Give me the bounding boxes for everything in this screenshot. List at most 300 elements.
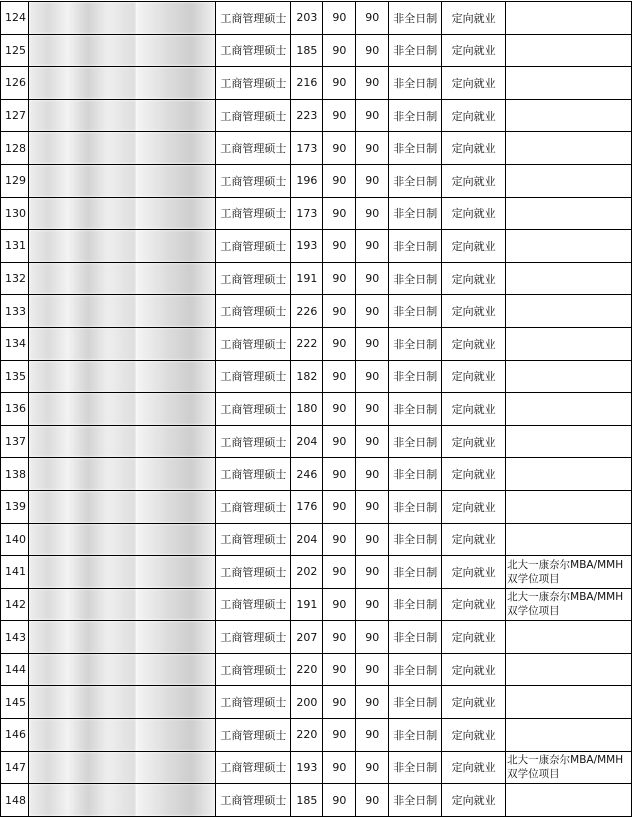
row-number-cell: 136: [1, 393, 29, 426]
redacted-block: [136, 230, 215, 262]
score-b-cell: 90: [356, 197, 389, 230]
redacted-name-cell: [136, 458, 216, 491]
study-mode-cell: 非全日制: [389, 588, 442, 621]
employment-type-cell: 定向就业: [442, 653, 506, 686]
major-cell: 工商管理硕士: [216, 556, 291, 589]
score-a-cell: 90: [323, 490, 356, 523]
note-cell: [506, 327, 632, 360]
note-cell: [506, 99, 632, 132]
redacted-name-cell: [136, 34, 216, 67]
redacted-block: [29, 784, 136, 816]
table-row: [1, 262, 632, 295]
redacted-name-cell: [136, 132, 216, 165]
redacted-name-cell: [136, 751, 216, 784]
score-b-cell: 90: [356, 751, 389, 784]
redacted-id-cell: [28, 2, 136, 35]
redacted-name-cell: [136, 425, 216, 458]
row-number-cell: 134: [1, 327, 29, 360]
study-mode-cell: 非全日制: [389, 490, 442, 523]
redacted-block: [29, 719, 136, 751]
study-mode-cell: 非全日制: [389, 686, 442, 719]
score-a-cell: 90: [323, 2, 356, 35]
table-row: [1, 34, 632, 67]
redacted-id-cell: [28, 425, 136, 458]
redacted-id-cell: [28, 653, 136, 686]
score-b-cell: 90: [356, 132, 389, 165]
score-a-cell: 90: [323, 99, 356, 132]
major-cell: 工商管理硕士: [216, 393, 291, 426]
row-number-cell: 142: [1, 588, 29, 621]
score-a-cell: 90: [323, 751, 356, 784]
total-score-cell: 220: [291, 653, 323, 686]
table-row: [1, 197, 632, 230]
study-mode-cell: 非全日制: [389, 556, 442, 589]
redacted-id-cell: [28, 784, 136, 817]
row-number-cell: 144: [1, 653, 29, 686]
total-score-cell: 193: [291, 751, 323, 784]
table-row: [1, 230, 632, 263]
score-b-cell: 90: [356, 784, 389, 817]
redacted-block: [29, 361, 136, 393]
study-mode-cell: 非全日制: [389, 327, 442, 360]
score-b-cell: 90: [356, 458, 389, 491]
study-mode-cell: 非全日制: [389, 2, 442, 35]
table-row: [1, 393, 632, 426]
row-number-cell: 133: [1, 295, 29, 328]
table-row: [1, 653, 632, 686]
redacted-name-cell: [136, 360, 216, 393]
major-cell: 工商管理硕士: [216, 686, 291, 719]
redacted-block: [136, 328, 215, 360]
redacted-name-cell: [136, 164, 216, 197]
redacted-block: [136, 654, 215, 686]
employment-type-cell: 定向就业: [442, 425, 506, 458]
score-b-cell: 90: [356, 164, 389, 197]
redacted-block: [29, 35, 136, 67]
table-row: [1, 132, 632, 165]
note-cell: [506, 197, 632, 230]
row-number-cell: 135: [1, 360, 29, 393]
table-row: [1, 686, 632, 719]
redacted-id-cell: [28, 719, 136, 752]
score-b-cell: 90: [356, 360, 389, 393]
score-b-cell: 90: [356, 621, 389, 654]
total-score-cell: 182: [291, 360, 323, 393]
total-score-cell: 202: [291, 556, 323, 589]
table-row: [1, 490, 632, 523]
major-cell: 工商管理硕士: [216, 653, 291, 686]
study-mode-cell: 非全日制: [389, 67, 442, 100]
note-cell: 北大一康奈尔MBA/MMH双学位项目: [506, 588, 632, 621]
study-mode-cell: 非全日制: [389, 653, 442, 686]
redacted-block: [136, 263, 215, 295]
study-mode-cell: 非全日制: [389, 621, 442, 654]
score-a-cell: 90: [323, 164, 356, 197]
redacted-id-cell: [28, 490, 136, 523]
note-cell: 北大一康奈尔MBA/MMH双学位项目: [506, 556, 632, 589]
total-score-cell: 220: [291, 719, 323, 752]
redacted-name-cell: [136, 719, 216, 752]
total-score-cell: 203: [291, 2, 323, 35]
score-a-cell: 90: [323, 458, 356, 491]
score-a-cell: 90: [323, 262, 356, 295]
note-cell: [506, 295, 632, 328]
total-score-cell: 246: [291, 458, 323, 491]
note-cell: [506, 490, 632, 523]
redacted-id-cell: [28, 34, 136, 67]
employment-type-cell: 定向就业: [442, 490, 506, 523]
major-cell: 工商管理硕士: [216, 425, 291, 458]
redacted-name-cell: [136, 393, 216, 426]
table-row: [1, 2, 632, 35]
redacted-block: [29, 295, 136, 327]
redacted-block: [136, 621, 215, 653]
table-row: [1, 621, 632, 654]
row-number-cell: 141: [1, 556, 29, 589]
total-score-cell: 226: [291, 295, 323, 328]
score-a-cell: 90: [323, 784, 356, 817]
redacted-block: [136, 458, 215, 490]
note-cell: [506, 393, 632, 426]
redacted-id-cell: [28, 751, 136, 784]
row-number-cell: 145: [1, 686, 29, 719]
study-mode-cell: 非全日制: [389, 262, 442, 295]
score-a-cell: 90: [323, 197, 356, 230]
total-score-cell: 204: [291, 425, 323, 458]
major-cell: 工商管理硕士: [216, 164, 291, 197]
score-a-cell: 90: [323, 425, 356, 458]
total-score-cell: 191: [291, 588, 323, 621]
redacted-id-cell: [28, 588, 136, 621]
redacted-block: [29, 2, 136, 34]
score-b-cell: 90: [356, 719, 389, 752]
study-mode-cell: 非全日制: [389, 751, 442, 784]
row-number-cell: 125: [1, 34, 29, 67]
note-cell: 北大一康奈尔MBA/MMH双学位项目: [506, 751, 632, 784]
row-number-cell: 143: [1, 621, 29, 654]
redacted-block: [136, 2, 215, 34]
major-cell: 工商管理硕士: [216, 458, 291, 491]
redacted-name-cell: [136, 490, 216, 523]
table-row: [1, 556, 632, 589]
row-number-cell: 126: [1, 67, 29, 100]
note-cell: [506, 67, 632, 100]
score-b-cell: 90: [356, 99, 389, 132]
major-cell: 工商管理硕士: [216, 99, 291, 132]
employment-type-cell: 定向就业: [442, 164, 506, 197]
redacted-name-cell: [136, 784, 216, 817]
study-mode-cell: 非全日制: [389, 295, 442, 328]
study-mode-cell: 非全日制: [389, 164, 442, 197]
redacted-block: [136, 132, 215, 164]
major-cell: 工商管理硕士: [216, 295, 291, 328]
score-b-cell: 90: [356, 34, 389, 67]
row-number-cell: 129: [1, 164, 29, 197]
score-a-cell: 90: [323, 588, 356, 621]
score-b-cell: 90: [356, 327, 389, 360]
row-number-cell: 127: [1, 99, 29, 132]
total-score-cell: 176: [291, 490, 323, 523]
score-a-cell: 90: [323, 360, 356, 393]
redacted-name-cell: [136, 2, 216, 35]
redacted-block: [29, 491, 136, 523]
employment-type-cell: 定向就业: [442, 621, 506, 654]
note-cell: [506, 458, 632, 491]
total-score-cell: 180: [291, 393, 323, 426]
major-cell: 工商管理硕士: [216, 360, 291, 393]
redacted-block: [136, 719, 215, 751]
redacted-block: [29, 100, 136, 132]
total-score-cell: 185: [291, 34, 323, 67]
redacted-block: [29, 589, 136, 621]
redacted-block: [136, 67, 215, 99]
redacted-id-cell: [28, 327, 136, 360]
redacted-block: [136, 426, 215, 458]
redacted-name-cell: [136, 556, 216, 589]
redacted-block: [29, 165, 136, 197]
score-b-cell: 90: [356, 686, 389, 719]
employment-type-cell: 定向就业: [442, 230, 506, 263]
employment-type-cell: 定向就业: [442, 784, 506, 817]
redacted-id-cell: [28, 164, 136, 197]
redacted-name-cell: [136, 197, 216, 230]
redacted-name-cell: [136, 67, 216, 100]
redacted-block: [136, 361, 215, 393]
note-cell: [506, 653, 632, 686]
table-row: [1, 523, 632, 556]
score-a-cell: 90: [323, 393, 356, 426]
redacted-block: [29, 230, 136, 262]
table-row: [1, 295, 632, 328]
employment-type-cell: 定向就业: [442, 393, 506, 426]
row-number-cell: 140: [1, 523, 29, 556]
major-cell: 工商管理硕士: [216, 34, 291, 67]
row-number-cell: 131: [1, 230, 29, 263]
redacted-block: [29, 198, 136, 230]
redacted-id-cell: [28, 197, 136, 230]
major-cell: 工商管理硕士: [216, 262, 291, 295]
row-number-cell: 146: [1, 719, 29, 752]
score-a-cell: 90: [323, 686, 356, 719]
table-row: [1, 327, 632, 360]
redacted-id-cell: [28, 686, 136, 719]
redacted-id-cell: [28, 393, 136, 426]
employment-type-cell: 定向就业: [442, 197, 506, 230]
total-score-cell: 223: [291, 99, 323, 132]
note-cell: [506, 2, 632, 35]
redacted-id-cell: [28, 621, 136, 654]
redacted-block: [29, 458, 136, 490]
redacted-block: [29, 328, 136, 360]
study-mode-cell: 非全日制: [389, 425, 442, 458]
table-row: [1, 67, 632, 100]
redacted-block: [29, 686, 136, 718]
redacted-block: [136, 295, 215, 327]
row-number-cell: 128: [1, 132, 29, 165]
redacted-id-cell: [28, 230, 136, 263]
score-a-cell: 90: [323, 132, 356, 165]
redacted-block: [29, 263, 136, 295]
redacted-block: [136, 556, 215, 588]
redacted-block: [29, 654, 136, 686]
redacted-id-cell: [28, 262, 136, 295]
score-a-cell: 90: [323, 295, 356, 328]
table-body: [1, 2, 632, 817]
admission-list-table: [0, 1, 632, 817]
total-score-cell: 173: [291, 197, 323, 230]
note-cell: [506, 719, 632, 752]
row-number-cell: 139: [1, 490, 29, 523]
redacted-name-cell: [136, 653, 216, 686]
redacted-block: [136, 393, 215, 425]
redacted-name-cell: [136, 686, 216, 719]
row-number-cell: 130: [1, 197, 29, 230]
total-score-cell: 173: [291, 132, 323, 165]
major-cell: 工商管理硕士: [216, 523, 291, 556]
note-cell: [506, 164, 632, 197]
major-cell: 工商管理硕士: [216, 490, 291, 523]
score-a-cell: 90: [323, 67, 356, 100]
study-mode-cell: 非全日制: [389, 230, 442, 263]
major-cell: 工商管理硕士: [216, 197, 291, 230]
employment-type-cell: 定向就业: [442, 99, 506, 132]
score-a-cell: 90: [323, 327, 356, 360]
study-mode-cell: 非全日制: [389, 784, 442, 817]
redacted-id-cell: [28, 295, 136, 328]
redacted-name-cell: [136, 230, 216, 263]
score-b-cell: 90: [356, 556, 389, 589]
total-score-cell: 200: [291, 686, 323, 719]
redacted-name-cell: [136, 295, 216, 328]
score-b-cell: 90: [356, 425, 389, 458]
note-cell: [506, 360, 632, 393]
note-cell: [506, 262, 632, 295]
redacted-block: [136, 686, 215, 718]
row-number-cell: 148: [1, 784, 29, 817]
redacted-block: [29, 426, 136, 458]
redacted-block: [136, 165, 215, 197]
study-mode-cell: 非全日制: [389, 458, 442, 491]
redacted-id-cell: [28, 99, 136, 132]
major-cell: 工商管理硕士: [216, 751, 291, 784]
score-a-cell: 90: [323, 34, 356, 67]
score-b-cell: 90: [356, 230, 389, 263]
table-row: [1, 458, 632, 491]
redacted-name-cell: [136, 327, 216, 360]
employment-type-cell: 定向就业: [442, 588, 506, 621]
table-row: [1, 164, 632, 197]
note-cell: [506, 523, 632, 556]
study-mode-cell: 非全日制: [389, 360, 442, 393]
redacted-block: [136, 752, 215, 784]
table-row: [1, 360, 632, 393]
employment-type-cell: 定向就业: [442, 556, 506, 589]
note-cell: [506, 686, 632, 719]
total-score-cell: 222: [291, 327, 323, 360]
redacted-id-cell: [28, 132, 136, 165]
row-number-cell: 132: [1, 262, 29, 295]
major-cell: 工商管理硕士: [216, 132, 291, 165]
study-mode-cell: 非全日制: [389, 393, 442, 426]
major-cell: 工商管理硕士: [216, 67, 291, 100]
score-a-cell: 90: [323, 653, 356, 686]
employment-type-cell: 定向就业: [442, 34, 506, 67]
redacted-id-cell: [28, 360, 136, 393]
note-cell: [506, 425, 632, 458]
study-mode-cell: 非全日制: [389, 523, 442, 556]
employment-type-cell: 定向就业: [442, 262, 506, 295]
employment-type-cell: 定向就业: [442, 360, 506, 393]
redacted-id-cell: [28, 67, 136, 100]
major-cell: 工商管理硕士: [216, 784, 291, 817]
study-mode-cell: 非全日制: [389, 132, 442, 165]
redacted-name-cell: [136, 621, 216, 654]
study-mode-cell: 非全日制: [389, 197, 442, 230]
employment-type-cell: 定向就业: [442, 751, 506, 784]
redacted-name-cell: [136, 99, 216, 132]
employment-type-cell: 定向就业: [442, 2, 506, 35]
total-score-cell: 204: [291, 523, 323, 556]
score-b-cell: 90: [356, 393, 389, 426]
employment-type-cell: 定向就业: [442, 295, 506, 328]
major-cell: 工商管理硕士: [216, 230, 291, 263]
note-cell: [506, 34, 632, 67]
redacted-name-cell: [136, 523, 216, 556]
score-b-cell: 90: [356, 588, 389, 621]
redacted-id-cell: [28, 458, 136, 491]
score-a-cell: 90: [323, 621, 356, 654]
score-a-cell: 90: [323, 719, 356, 752]
total-score-cell: 196: [291, 164, 323, 197]
score-a-cell: 90: [323, 230, 356, 263]
total-score-cell: 216: [291, 67, 323, 100]
employment-type-cell: 定向就业: [442, 327, 506, 360]
major-cell: 工商管理硕士: [216, 621, 291, 654]
note-cell: [506, 230, 632, 263]
redacted-block: [29, 132, 136, 164]
score-a-cell: 90: [323, 556, 356, 589]
score-b-cell: 90: [356, 653, 389, 686]
redacted-block: [29, 621, 136, 653]
major-cell: 工商管理硕士: [216, 719, 291, 752]
score-b-cell: 90: [356, 523, 389, 556]
score-b-cell: 90: [356, 2, 389, 35]
table-row: [1, 751, 632, 784]
redacted-block: [136, 524, 215, 556]
redacted-block: [136, 100, 215, 132]
note-cell: [506, 132, 632, 165]
row-number-cell: 147: [1, 751, 29, 784]
score-b-cell: 90: [356, 262, 389, 295]
redacted-id-cell: [28, 523, 136, 556]
redacted-name-cell: [136, 262, 216, 295]
table-row: [1, 719, 632, 752]
redacted-block: [136, 784, 215, 816]
total-score-cell: 185: [291, 784, 323, 817]
employment-type-cell: 定向就业: [442, 686, 506, 719]
score-b-cell: 90: [356, 295, 389, 328]
table-row: [1, 588, 632, 621]
redacted-block: [136, 491, 215, 523]
study-mode-cell: 非全日制: [389, 99, 442, 132]
employment-type-cell: 定向就业: [442, 67, 506, 100]
table-row: [1, 784, 632, 817]
row-number-cell: 138: [1, 458, 29, 491]
score-a-cell: 90: [323, 523, 356, 556]
redacted-block: [29, 524, 136, 556]
employment-type-cell: 定向就业: [442, 719, 506, 752]
total-score-cell: 193: [291, 230, 323, 263]
